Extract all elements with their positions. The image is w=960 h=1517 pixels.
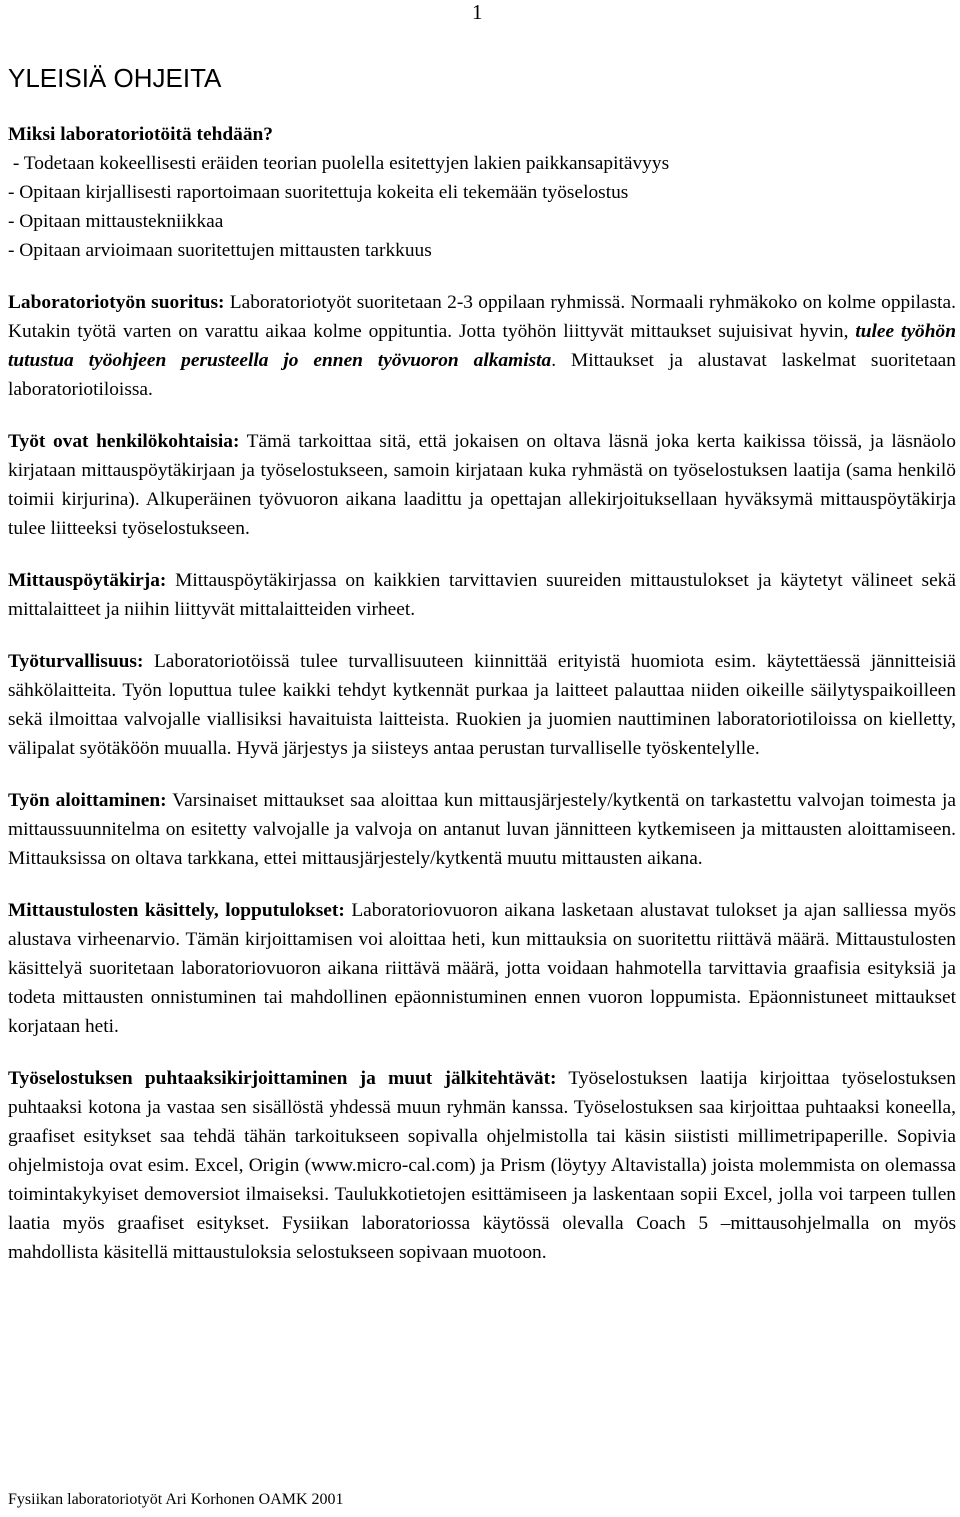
section-text: Tämä tarkoittaa sitä, että jokaisen on oltava läsnä joka kerta kaikissa töissä, ja läsnäolo kirjataan mittauspöytäkirjaan ja työselostukseen, samoin kirjataan kuka ryhmästä on työselostuksen laatija (sama henkilö toimii kirjurina). Alkuperäinen työvuoron aikana laadittu ja opettajan allekirjoituksellaan hyväksymä mittauspöytäkirja tulee liitteeksi työselostukseen.: [8, 431, 956, 539]
section-title: Laboratoriotyön suoritus:: [8, 292, 225, 313]
section-protocol: [8, 566, 956, 624]
list-item: - Todetaan kokeellisesti eräiden teorian puolella esitettyjen lakien paikkansapitävyys: [8, 153, 670, 174]
section-laboratory: [8, 288, 956, 404]
section-safety: [8, 647, 956, 763]
page-number: 1: [472, 0, 483, 24]
section-title: Mittaustulosten käsittely, lopputulokset:: [8, 900, 345, 921]
intro-list: [8, 149, 956, 265]
section-personal: [8, 427, 956, 543]
emphasis-text: tulee työhön tutustua työohjeen perusteella jo ennen työvuoron alkamista: [8, 321, 957, 371]
section-title: Työt ovat henkilökohtaisia:: [8, 431, 240, 452]
section-title: Työturvallisuus:: [8, 651, 144, 672]
section-start: [8, 786, 956, 873]
list-item: - Opitaan kirjallisesti raportoimaan suoritettuja kokeita eli tekemään työselostus: [8, 182, 629, 203]
document-body: [8, 120, 956, 1290]
list-item: - Opitaan mittaustekniikkaa: [8, 211, 224, 232]
section-title: Mittauspöytäkirja:: [8, 570, 167, 591]
list-item: - Opitaan arvioimaan suoritettujen mittausten tarkkuus: [8, 240, 432, 261]
page-footer: Fysiikan laboratoriotyöt Ari Korhonen OAMK 2001: [8, 1491, 344, 1508]
section-title: Työselostuksen puhtaaksikirjoittaminen ja muut jälkitehtävät:: [8, 1068, 557, 1089]
section-text: . Mittaukset ja alustavat laskelmat suoritetaan laboratoriotiloissa.: [8, 350, 956, 400]
section-text: Laboratoriotyöt suoritetaan 2-3 oppilaan ryhmissä. Normaali ryhmäkoko on kolme oppilasta. Kutakin työtä varten on varattu aikaa kolme oppituntia. Jotta työhön liittyvät mittaukset sujuisivat hyvin,: [8, 292, 956, 342]
section-results: [8, 896, 956, 1041]
section-title: Työn aloittaminen:: [8, 790, 167, 811]
section-text: Työselostuksen laatija kirjoittaa työselostuksen puhtaaksi kotona ja vastaa sen sisällöstä yhdessä muun ryhmän kanssa. Työselostuksen saa kirjoittaa puhtaaksi koneella, graafiset esitykset saa tehdä tähän tarkoitukseen sopivalla ohjelmistolla tai käsin siististi millimetripaperille. Sopivia ohjelmistoja ovat esim. Excel, Origin (www.micro-cal.com) ja Prism (löytyy Altavistalla) joista molemmista on olemassa toimintakykyiset demoversiot ilmaiseksi. Taulukkotietojen esittämiseen ja laskentaan sopii Excel, jolla voi tarpeen tullen laatia myös graafiset esitykset. Fysiikan laboratoriossa käytössä olevalla Coach 5 –mittausohjelmalla on myös mahdollista käsitellä mittaustuloksia selostukseen sopivaan muotoon.: [8, 1068, 956, 1263]
section-text: Varsinaiset mittaukset saa aloittaa kun mittausjärjestely/kytkentä on tarkastettu valvojan toimesta ja mittaussuunnitelma on esitetty valvojalle ja valvoja on antanut luvan jännitteen kytkemiseen ja mittausten aloittamiseen. Mittauksissa on oltava tarkkana, ettei mittausjärjestely/kytkentä muutu mittausten aikana.: [8, 790, 956, 869]
section-text: Laboratoriotöissä tulee turvallisuuteen kiinnittää erityistä huomiota esim. käytettäessä jännitteisiä sähkölaitteita. Työn loputtua tulee kaikki tehdyt kytkennät purkaa ja laitteet palauttaa niiden oikeille säilytyspaikoilleen sekä ilmoittaa valvojalle viallisiksi havaituista laitteista. Ruokien ja juomien nauttiminen laboratoriotiloissa on kielletty, välipalat syötäköön muualla. Hyvä järjestys ja siisteys antaa perustan turvalliselle työskentelylle.: [8, 651, 956, 759]
section-text: Laboratoriovuoron aikana lasketaan alustavat tulokset ja ajan salliessa myös alustava virheenarvio. Tämän kirjoittamisen voi aloittaa heti, kun mittauksia on suoritettu riittävä määrä. Mittaustulosten käsittelyä suoritetaan laboratoriovuoron aikana riittävä määrä, jotta voidaan hahmotella tarvittavia graafisia esityksiä ja todeta mittausten onnistuminen tai mahdollinen epäonnistuminen ennen vuoron loppumista. Epäonnistuneet mittaukset korjataan heti.: [8, 900, 956, 1037]
intro-heading: Miksi laboratoriotöitä tehdään?: [8, 124, 274, 145]
section-text: Mittauspöytäkirjassa on kaikkien tarvittavien suureiden mittaustulokset ja käytetyt välineet sekä mittalaitteet ja niihin liittyvät mittalaitteiden virheet.: [8, 570, 956, 620]
page-title: YLEISIÄ OHJEITA: [8, 63, 222, 93]
section-report: [8, 1064, 956, 1267]
